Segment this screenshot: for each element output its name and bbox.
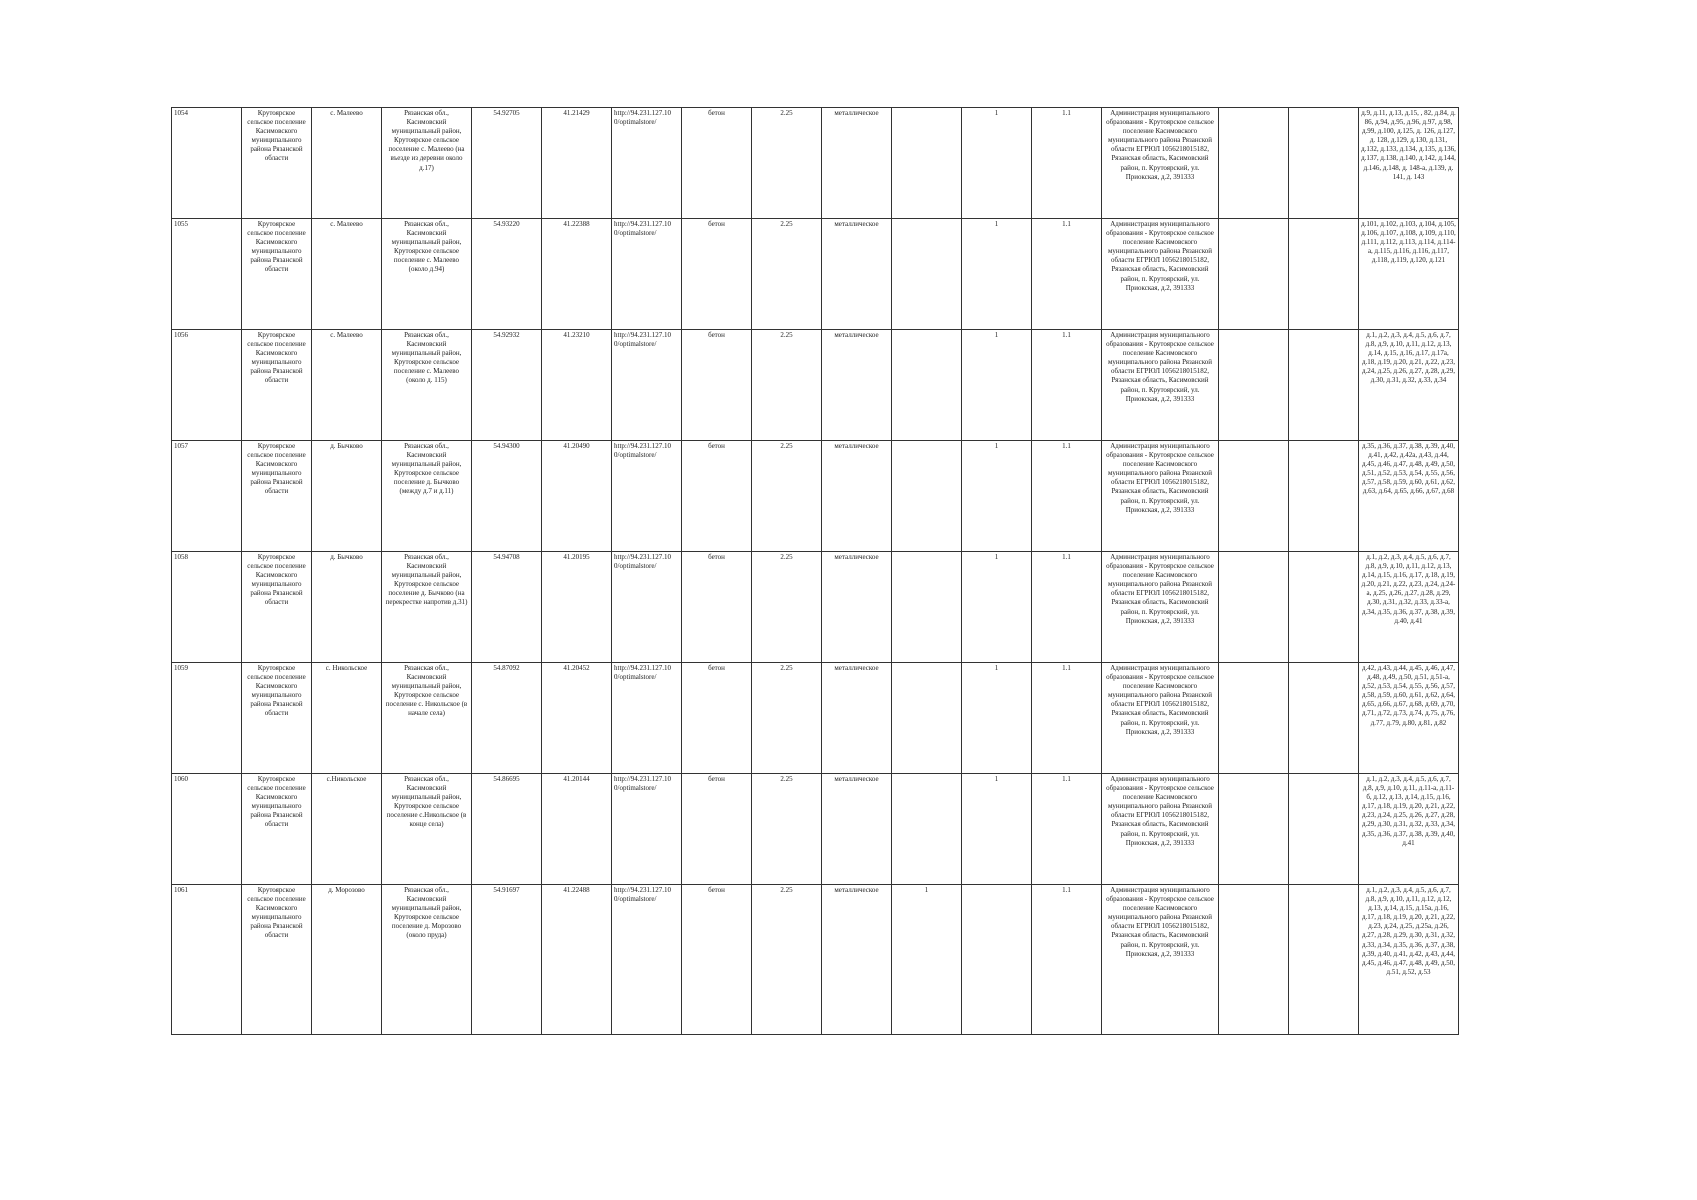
volume-cell: 1.1	[1032, 108, 1102, 219]
table-row	[172, 774, 1459, 885]
area-cell: 2.25	[752, 219, 822, 330]
owner-cell: Администрация муниципального образования - Крутоярское сельское поселение Касимовского муниципального района Рязанской области ЕГРЮЛ 1056218015182, Рязанская область, Касимовский район, п. Крутоярский, ул. Приокская, д.2, 391333	[1102, 330, 1219, 441]
longitude-cell: 41.20490	[542, 441, 612, 552]
empty-cell	[1289, 663, 1359, 774]
owner-cell: Администрация муниципального образования - Крутоярское сельское поселение Касимовского муниципального района Рязанской области ЕГРЮЛ 1056218015182, Рязанская область, Касимовский район, п. Крутоярский, ул. Приокская, д.2, 391333	[1102, 885, 1219, 1035]
volume-cell: 1.1	[1032, 774, 1102, 885]
surface-cell: бетон	[682, 330, 752, 441]
address-cell: Рязанская обл., Касимовский муниципальный район, Крутоярское сельское поселение с.Никольское (в конце села)	[382, 774, 472, 885]
count-cell-a	[892, 219, 962, 330]
link-cell: http://94.231.127.10 0/optimalstore/	[612, 663, 682, 774]
address-cell: Рязанская обл., Касимовский муниципальный район, Крутоярское сельское поселение д. Бычково (между д.7 и д.11)	[382, 441, 472, 552]
row-number: 1057	[172, 441, 242, 552]
settlement-cell: Крутоярское сельское поселение Касимовского муниципального района Рязанской области	[242, 108, 312, 219]
empty-cell	[1289, 552, 1359, 663]
count-cell-b: 1	[962, 552, 1032, 663]
volume-cell: 1.1	[1032, 441, 1102, 552]
surface-cell: бетон	[682, 885, 752, 1035]
address-cell: Рязанская обл., Касимовский муниципальный район, Крутоярское сельское поселение с. Никольское (в начале села)	[382, 663, 472, 774]
owner-cell: Администрация муниципального образования - Крутоярское сельское поселение Касимовского муниципального района Рязанской области ЕГРЮЛ 1056218015182, Рязанская область, Касимовский район, п. Крутоярский, ул. Приокская, д.2, 391333	[1102, 108, 1219, 219]
latitude-cell: 54.93220	[472, 219, 542, 330]
longitude-cell: 41.21429	[542, 108, 612, 219]
empty-cell	[1289, 330, 1359, 441]
longitude-cell: 41.22388	[542, 219, 612, 330]
row-number: 1056	[172, 330, 242, 441]
link-cell: http://94.231.127.10 0/optimalstore/	[612, 108, 682, 219]
count-cell-a	[892, 441, 962, 552]
locality-cell: с.Никольское	[312, 774, 382, 885]
count-cell-b: 1	[962, 330, 1032, 441]
locality-cell: с. Никольское	[312, 663, 382, 774]
empty-cell	[1219, 663, 1289, 774]
owner-cell: Администрация муниципального образования - Крутоярское сельское поселение Касимовского муниципального района Рязанской области ЕГРЮЛ 1056218015182, Рязанская область, Касимовский район, п. Крутоярский, ул. Приокская, д.2, 391333	[1102, 663, 1219, 774]
surface-cell: бетон	[682, 219, 752, 330]
volume-cell: 1.1	[1032, 552, 1102, 663]
surface-cell: бетон	[682, 774, 752, 885]
empty-cell	[1219, 219, 1289, 330]
empty-cell	[1219, 441, 1289, 552]
empty-cell	[1219, 885, 1289, 1035]
table-row	[172, 108, 1459, 219]
owner-cell: Администрация муниципального образования - Крутоярское сельское поселение Касимовского муниципального района Рязанской области ЕГРЮЛ 1056218015182, Рязанская область, Касимовский район, п. Крутоярский, ул. Приокская, д.2, 391333	[1102, 219, 1219, 330]
houses-cell: д.1, д.2, д.3, д.4, д.5, д.6, д.7, д.8, д.9, д.10, д.11, д.11-а, д.11-б, д.12, д.13, д.14, д.15, д.16, д.17, д.18, д.19, д.20, д.21, д.22, д.23, д.24, д.25, д.26, д.27, д.28, д.29, д.30, д.31, д.32, д.33, д.34, д.35, д.36, д.37, д.38, д.39, д.40, д.41	[1359, 774, 1459, 885]
table-row	[172, 663, 1459, 774]
count-cell-a: 1	[892, 885, 962, 1035]
row-number: 1060	[172, 774, 242, 885]
area-cell: 2.25	[752, 441, 822, 552]
fence-cell: металлическое	[822, 774, 892, 885]
longitude-cell: 41.20195	[542, 552, 612, 663]
longitude-cell: 41.22488	[542, 885, 612, 1035]
locality-cell: д. Бычково	[312, 441, 382, 552]
settlement-cell: Крутоярское сельское поселение Касимовского муниципального района Рязанской области	[242, 441, 312, 552]
count-cell-b: 1	[962, 774, 1032, 885]
table-row	[172, 330, 1459, 441]
address-cell: Рязанская обл., Касимовский муниципальный район, Крутоярское сельское поселение д. Бычково (на перекрестке напротив д.31)	[382, 552, 472, 663]
address-cell: Рязанская обл., Касимовский муниципальный район, Крутоярское сельское поселение д. Морозово (около пруда)	[382, 885, 472, 1035]
empty-cell	[1289, 108, 1359, 219]
link-cell: http://94.231.127.10 0/optimalstore/	[612, 441, 682, 552]
address-cell: Рязанская обл., Касимовский муниципальный район, Крутоярское сельское поселение с. Малеево (около д.94)	[382, 219, 472, 330]
latitude-cell: 54.87092	[472, 663, 542, 774]
empty-cell	[1219, 108, 1289, 219]
link-cell: http://94.231.127.10 0/optimalstore/	[612, 774, 682, 885]
empty-cell	[1219, 774, 1289, 885]
houses-cell: д.1, д.2, д.3, д.4, д.5, д.6, д.7, д.8, д.9, д.10, д.11, д.12, д.13, д.14, д.15, д.16, д.17, д.18, д.19, д.20, д.21, д.22, д.23, д.24, д.24-а, д.25, д.26, д.27, д.28, д.29, д.30, д.31, д.32, д.33, д.33-а, д.34, д.35, д.36, д.37, д.38, д.39, д.40, д.41	[1359, 552, 1459, 663]
latitude-cell: 54.94708	[472, 552, 542, 663]
settlement-cell: Крутоярское сельское поселение Касимовского муниципального района Рязанской области	[242, 552, 312, 663]
surface-cell: бетон	[682, 663, 752, 774]
link-cell: http://94.231.127.10 0/optimalstore/	[612, 330, 682, 441]
volume-cell: 1.1	[1032, 330, 1102, 441]
latitude-cell: 54.91697	[472, 885, 542, 1035]
registry-table	[171, 107, 1459, 1035]
empty-cell	[1289, 774, 1359, 885]
table-row	[172, 219, 1459, 330]
empty-cell	[1289, 441, 1359, 552]
settlement-cell: Крутоярское сельское поселение Касимовского муниципального района Рязанской области	[242, 219, 312, 330]
count-cell-a	[892, 663, 962, 774]
settlement-cell: Крутоярское сельское поселение Касимовского муниципального района Рязанской области	[242, 885, 312, 1035]
row-number: 1055	[172, 219, 242, 330]
count-cell-b	[962, 885, 1032, 1035]
row-number: 1058	[172, 552, 242, 663]
owner-cell: Администрация муниципального образования - Крутоярское сельское поселение Касимовского муниципального района Рязанской области ЕГРЮЛ 1056218015182, Рязанская область, Касимовский район, п. Крутоярский, ул. Приокская, д.2, 391333	[1102, 774, 1219, 885]
longitude-cell: 41.23210	[542, 330, 612, 441]
surface-cell: бетон	[682, 108, 752, 219]
area-cell: 2.25	[752, 108, 822, 219]
count-cell-a	[892, 774, 962, 885]
table-row	[172, 441, 1459, 552]
fence-cell: металлическое	[822, 885, 892, 1035]
owner-cell: Администрация муниципального образования - Крутоярское сельское поселение Касимовского муниципального района Рязанской области ЕГРЮЛ 1056218015182, Рязанская область, Касимовский район, п. Крутоярский, ул. Приокская, д.2, 391333	[1102, 552, 1219, 663]
surface-cell: бетон	[682, 441, 752, 552]
locality-cell: с. Малеево	[312, 108, 382, 219]
houses-cell: д.1, д.2, д.3, д.4, д.5, д.6, д.7, д.8, д.9, д.10, д.11, д.12, д.12, д.13, д.14, д.15, д.15а, д.16, д.17, д.18, д.19, д.20, д.21, д.22, д.23, д.24, д.25, д.25а, д.26, д.27, д.28, д.29, д.30, д.31, д.32, д.33, д.34, д.35, д.36, д.37, д.38, д.39, д.40, д.41, д.42, д.43, д.44, д.45, д.46, д.47, д.48, д.49, д.50, д.51, д.52, д.53	[1359, 885, 1459, 1035]
row-number: 1059	[172, 663, 242, 774]
longitude-cell: 41.20144	[542, 774, 612, 885]
fence-cell: металлическое	[822, 108, 892, 219]
surface-cell: бетон	[682, 552, 752, 663]
latitude-cell: 54.86695	[472, 774, 542, 885]
area-cell: 2.25	[752, 330, 822, 441]
link-cell: http://94.231.127.10 0/optimalstore/	[612, 552, 682, 663]
count-cell-b: 1	[962, 441, 1032, 552]
volume-cell: 1.1	[1032, 663, 1102, 774]
count-cell-b: 1	[962, 108, 1032, 219]
locality-cell: д. Морозово	[312, 885, 382, 1035]
count-cell-b: 1	[962, 219, 1032, 330]
fence-cell: металлическое	[822, 441, 892, 552]
latitude-cell: 54.94300	[472, 441, 542, 552]
link-cell: http://94.231.127.10 0/optimalstore/	[612, 885, 682, 1035]
volume-cell: 1.1	[1032, 219, 1102, 330]
volume-cell: 1.1	[1032, 885, 1102, 1035]
fence-cell: металлическое	[822, 330, 892, 441]
empty-cell	[1219, 330, 1289, 441]
row-number: 1054	[172, 108, 242, 219]
table-row	[172, 552, 1459, 663]
row-number: 1061	[172, 885, 242, 1035]
address-cell: Рязанская обл., Касимовский муниципальный район, Крутоярское сельское поселение с. Малеево (на въезде из деревни около д.17)	[382, 108, 472, 219]
table-row	[172, 885, 1459, 1035]
address-cell: Рязанская обл., Касимовский муниципальный район, Крутоярское сельское поселение с. Малеево (около д. 115)	[382, 330, 472, 441]
empty-cell	[1289, 885, 1359, 1035]
settlement-cell: Крутоярское сельское поселение Касимовского муниципального района Рязанской области	[242, 663, 312, 774]
area-cell: 2.25	[752, 663, 822, 774]
area-cell: 2.25	[752, 885, 822, 1035]
owner-cell: Администрация муниципального образования - Крутоярское сельское поселение Касимовского муниципального района Рязанской области ЕГРЮЛ 1056218015182, Рязанская область, Касимовский район, п. Крутоярский, ул. Приокская, д.2, 391333	[1102, 441, 1219, 552]
locality-cell: д. Бычково	[312, 552, 382, 663]
empty-cell	[1219, 552, 1289, 663]
empty-cell	[1289, 219, 1359, 330]
settlement-cell: Крутоярское сельское поселение Касимовского муниципального района Рязанской области	[242, 330, 312, 441]
link-cell: http://94.231.127.10 0/optimalstore/	[612, 219, 682, 330]
houses-cell: д.9, д.11, д.13, д.15, , 82, д.84, д. 86, д.94, д.95, д.96, д.97, д.98, д.99, д.100, д.125, д. 126, д.127, д. 128, д.129, д.130, д.131, д.132, д.133, д.134, д.135, д.136, д.137, д.138, д.140, д.142, д.144, д.146, д.148, д. 148-а, д.139, д. 141, д. 143	[1359, 108, 1459, 219]
count-cell-b: 1	[962, 663, 1032, 774]
latitude-cell: 54.92705	[472, 108, 542, 219]
count-cell-a	[892, 330, 962, 441]
longitude-cell: 41.20452	[542, 663, 612, 774]
table-body	[172, 108, 1459, 1035]
fence-cell: металлическое	[822, 552, 892, 663]
fence-cell: металлическое	[822, 663, 892, 774]
houses-cell: д.1, д.2, д.3, д.4, д.5, д.6, д.7, д.8, д.9, д.10, д.11, д.12, д.13, д.14, д.15, д.16, д.17, д.17а, д.18, д.19, д.20, д.21, д.22, д.23, д.24, д.25, д.26, д.27, д.28, д.29, д.30, д.31, д.32, д.33, д.34	[1359, 330, 1459, 441]
fence-cell: металлическое	[822, 219, 892, 330]
houses-cell: д.35, д.36, д.37, д.38, д.39, д.40, д.41, д.42, д.42а, д.43, д.44, д.45, д.46, д.47, д.48, д.49, д.50, д.51, д.52, д.53, д.54, д.55, д.56, д.57, д.58, д.59, д.60, д.61, д.62, д.63, д.64, д.65, д.66, д.67, д.68	[1359, 441, 1459, 552]
locality-cell: с. Малеево	[312, 219, 382, 330]
settlement-cell: Крутоярское сельское поселение Касимовского муниципального района Рязанской области	[242, 774, 312, 885]
area-cell: 2.25	[752, 552, 822, 663]
locality-cell: с. Малеево	[312, 330, 382, 441]
latitude-cell: 54.92932	[472, 330, 542, 441]
count-cell-a	[892, 108, 962, 219]
count-cell-a	[892, 552, 962, 663]
area-cell: 2.25	[752, 774, 822, 885]
houses-cell: д.101, д.102, д.103, д.104, д.105, д.106, д.107, д.108, д.109, д.110, д.111, д.112, д.113, д.114, д.114-а, д.115, д.116, д.116, д.117, д.118, д.119, д.120, д.121	[1359, 219, 1459, 330]
houses-cell: д.42, д.43, д.44, д.45, д.46, д.47, д.48, д.49, д.50, д.51, д.51-а, д.52, д.53, д.54, д.55, д.56, д.57, д.58, д.59, д.60, д.61, д.62, д.64, д.65, д.66, д.67, д.68, д.69, д.70, д.71, д.72, д.73, д.74, д.75, д.76, д.77, д.79, д.80, д.81, д.82	[1359, 663, 1459, 774]
